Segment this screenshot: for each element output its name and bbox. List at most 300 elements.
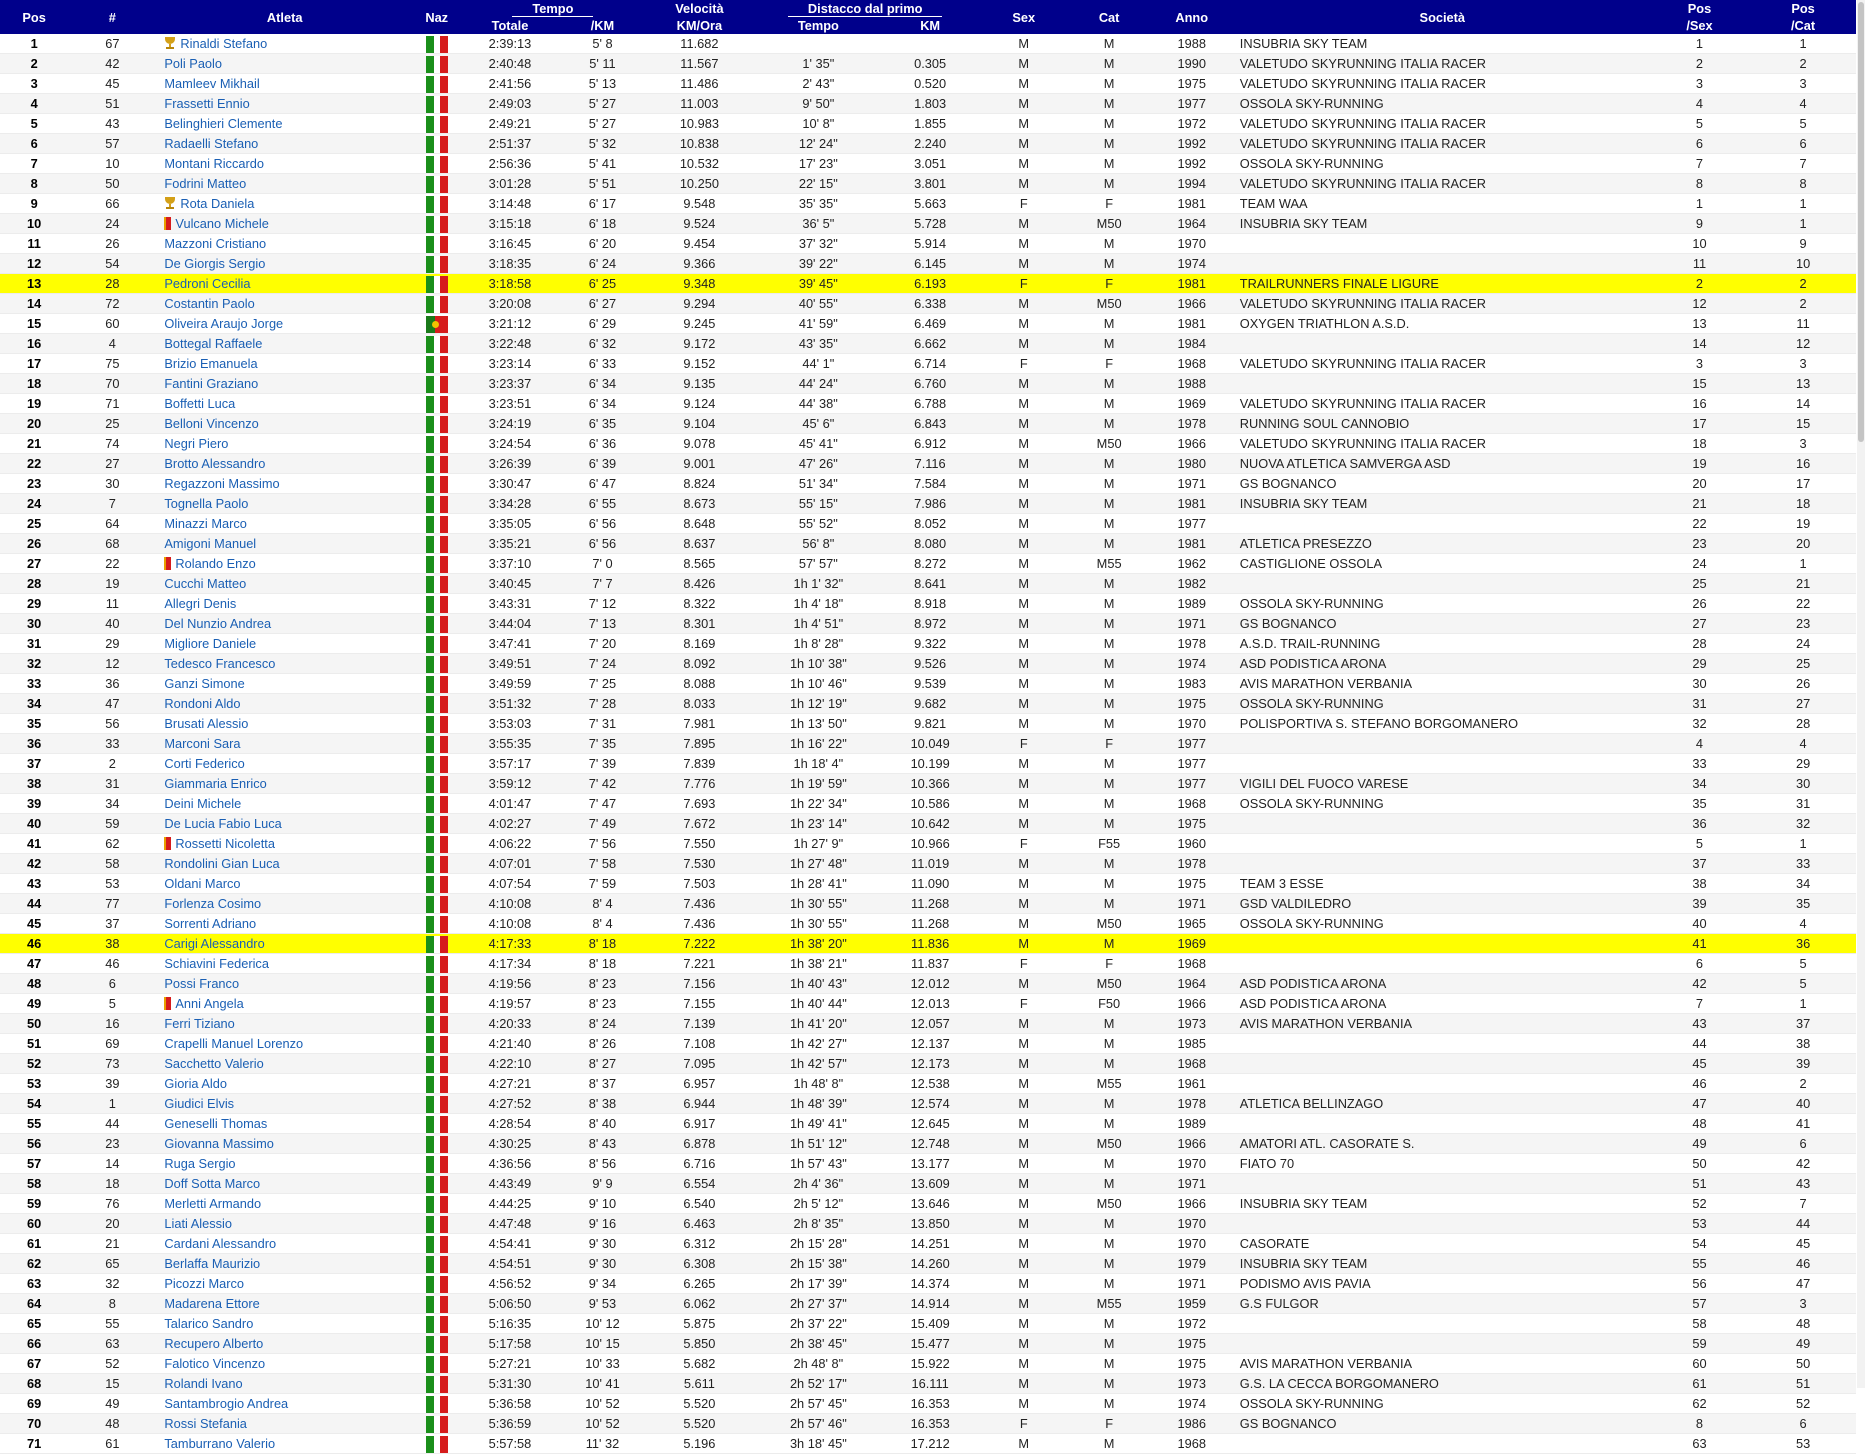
athlete-name-link[interactable]: Frassetti Ennio	[164, 95, 250, 111]
cell-athlete[interactable]	[156, 1034, 413, 1054]
athlete-name-link[interactable]: Giovanna Massimo	[164, 1135, 274, 1151]
table-row[interactable]	[0, 1034, 1856, 1054]
athlete-name-link[interactable]: Crapelli Manuel Lorenzo	[164, 1035, 304, 1051]
cell-sex: M	[977, 234, 1071, 254]
athlete-name-link[interactable]: Santambrogio Andrea	[164, 1395, 289, 1411]
cell-athlete[interactable]	[156, 314, 413, 334]
table-row[interactable]	[0, 614, 1856, 634]
table-row[interactable]	[0, 654, 1856, 674]
cell-athlete[interactable]	[156, 954, 413, 974]
cell-bib: 27	[68, 454, 156, 474]
cell-pos: 42	[0, 854, 68, 874]
table-row[interactable]	[0, 514, 1856, 534]
table-row[interactable]	[0, 174, 1856, 194]
table-row[interactable]	[0, 494, 1856, 514]
athlete-name-link[interactable]: Corti Federico	[164, 755, 245, 771]
athlete-name-link[interactable]: Rondolini Gian Luca	[164, 855, 280, 871]
col-speed-header[interactable]: Velocità	[645, 0, 753, 17]
athlete-name-link[interactable]: Allegri Denis	[164, 595, 237, 611]
cell-athlete[interactable]	[156, 114, 413, 134]
table-row[interactable]	[0, 1214, 1856, 1234]
athlete-name-link[interactable]: Bottegal Raffaele	[164, 335, 263, 351]
athlete-name-link[interactable]: Oliveira Araujo Jorge	[164, 315, 284, 331]
table-row[interactable]	[0, 254, 1856, 274]
col-year-header[interactable]: Anno	[1148, 0, 1236, 34]
cell-athlete[interactable]	[156, 54, 413, 74]
table-row[interactable]	[0, 34, 1856, 54]
cell-athlete[interactable]	[156, 594, 413, 614]
table-row[interactable]	[0, 634, 1856, 654]
col-naz-header[interactable]: Naz	[413, 0, 460, 34]
table-row[interactable]	[0, 134, 1856, 154]
cell-gap-km: 6.338	[883, 294, 977, 314]
athlete-name-link[interactable]: Tamburrano Valerio	[164, 1435, 276, 1451]
athlete-name-link[interactable]: Merletti Armando	[164, 1195, 262, 1211]
cell-nationality	[413, 34, 460, 54]
athlete-name-link[interactable]: Giammaria Enrico	[164, 775, 267, 791]
cell-athlete[interactable]	[156, 1394, 413, 1414]
table-row[interactable]	[0, 934, 1856, 954]
cell-athlete[interactable]	[156, 334, 413, 354]
cell-pos-cat: 6	[1750, 1134, 1856, 1154]
cell-athlete[interactable]	[156, 1094, 413, 1114]
cell-athlete[interactable]	[156, 874, 413, 894]
cell-athlete[interactable]	[156, 814, 413, 834]
cell-athlete[interactable]	[156, 454, 413, 474]
cell-athlete[interactable]	[156, 1194, 413, 1214]
cell-pace-per-km: 8' 43	[560, 1134, 646, 1154]
table-row[interactable]	[0, 794, 1856, 814]
cell-pos: 68	[0, 1374, 68, 1394]
col-gap-time-header[interactable]: Tempo	[753, 17, 883, 34]
table-row[interactable]	[0, 1274, 1856, 1294]
athlete-name-link[interactable]: Picozzi Marco	[164, 1275, 245, 1291]
cell-bib: 59	[68, 814, 156, 834]
table-row[interactable]	[0, 414, 1856, 434]
table-row[interactable]	[0, 1194, 1856, 1214]
table-row[interactable]	[0, 714, 1856, 734]
athlete-name-link[interactable]: Regazzoni Massimo	[164, 475, 280, 491]
table-row[interactable]	[0, 1254, 1856, 1274]
cell-athlete[interactable]	[156, 1234, 413, 1254]
cell-athlete[interactable]	[156, 154, 413, 174]
athlete-name-link[interactable]: Oldani Marco	[164, 875, 241, 891]
cell-athlete[interactable]	[156, 974, 413, 994]
table-row[interactable]	[0, 314, 1856, 334]
cell-athlete[interactable]	[156, 1174, 413, 1194]
athlete-name-link[interactable]: Tognella Paolo	[164, 495, 249, 511]
athlete-name-link[interactable]: Madarena Ettore	[164, 1295, 260, 1311]
table-row[interactable]	[0, 1174, 1856, 1194]
table-row[interactable]	[0, 454, 1856, 474]
col-pos-cat-header-1[interactable]: Pos	[1750, 0, 1856, 17]
table-row[interactable]	[0, 854, 1856, 874]
athlete-name-link[interactable]: Gioria Aldo	[164, 1075, 227, 1091]
athlete-name-link[interactable]: Brizio Emanuela	[164, 355, 258, 371]
cell-athlete[interactable]	[156, 1294, 413, 1314]
athlete-name-link[interactable]: Migliore Daniele	[164, 635, 257, 651]
cell-athlete[interactable]	[156, 654, 413, 674]
col-num-header[interactable]: #	[68, 0, 156, 34]
cell-athlete[interactable]	[156, 754, 413, 774]
cell-athlete[interactable]	[156, 194, 413, 214]
athlete-name-link[interactable]: Belloni Vincenzo	[164, 415, 259, 431]
table-row[interactable]	[0, 274, 1856, 294]
cell-athlete[interactable]	[156, 214, 413, 234]
cell-pos-sex: 11	[1649, 254, 1750, 274]
cell-nationality	[413, 114, 460, 134]
table-row[interactable]	[0, 694, 1856, 714]
table-row[interactable]	[0, 534, 1856, 554]
cell-athlete[interactable]	[156, 934, 413, 954]
cell-athlete[interactable]	[156, 994, 413, 1014]
cell-gap-time: 1h 16' 22"	[753, 734, 883, 754]
cell-athlete[interactable]	[156, 774, 413, 794]
cell-athlete[interactable]	[156, 354, 413, 374]
vertical-scrollbar[interactable]	[1857, 0, 1865, 1388]
table-row[interactable]	[0, 374, 1856, 394]
cell-athlete[interactable]	[156, 574, 413, 594]
table-row[interactable]	[0, 434, 1856, 454]
cell-athlete[interactable]	[156, 494, 413, 514]
athlete-name-link[interactable]: Geneselli Thomas	[164, 1115, 268, 1131]
table-row[interactable]	[0, 194, 1856, 214]
athlete-name-link[interactable]: Ruga Sergio	[164, 1155, 236, 1171]
table-row[interactable]	[0, 1334, 1856, 1354]
cell-athlete[interactable]	[156, 674, 413, 694]
cell-bib: 21	[68, 1234, 156, 1254]
cell-nationality	[413, 974, 460, 994]
athlete-name-link[interactable]: Belinghieri Clemente	[164, 115, 283, 131]
col-athlete-header[interactable]: Atleta	[156, 0, 413, 34]
cell-pos: 29	[0, 594, 68, 614]
cell-pace-per-km: 9' 16	[560, 1214, 646, 1234]
cell-athlete[interactable]	[156, 1014, 413, 1034]
athlete-name-link[interactable]: Vulcano Michele	[175, 215, 269, 231]
cell-total-time: 4:19:56	[460, 974, 559, 994]
table-row[interactable]	[0, 1094, 1856, 1114]
cell-category: M	[1071, 1254, 1148, 1274]
athlete-name-link[interactable]: Cardani Alessandro	[164, 1235, 277, 1251]
athlete-name-link[interactable]: Carigi Alessandro	[164, 935, 265, 951]
table-row[interactable]	[0, 1414, 1856, 1434]
athlete-name-link[interactable]: Mazzoni Cristiano	[164, 235, 267, 251]
cell-athlete[interactable]	[156, 1074, 413, 1094]
table-row[interactable]	[0, 894, 1856, 914]
cell-athlete[interactable]	[156, 714, 413, 734]
cell-athlete[interactable]	[156, 554, 413, 574]
table-row[interactable]	[0, 154, 1856, 174]
table-row[interactable]	[0, 1154, 1856, 1174]
table-row[interactable]	[0, 334, 1856, 354]
cell-pos-sex: 54	[1649, 1234, 1750, 1254]
table-row[interactable]	[0, 294, 1856, 314]
athlete-name-link[interactable]: Mamleev Mikhail	[164, 75, 260, 91]
cell-year: 1966	[1148, 994, 1236, 1014]
cell-athlete[interactable]	[156, 1314, 413, 1334]
cell-athlete[interactable]	[156, 294, 413, 314]
cell-bib: 68	[68, 534, 156, 554]
athlete-name-link[interactable]: Ganzi Simone	[164, 675, 245, 691]
col-gap-km-header[interactable]: KM	[883, 17, 977, 34]
col-pos-sex-header-1[interactable]: Pos	[1649, 0, 1750, 17]
cell-athlete[interactable]	[156, 534, 413, 554]
table-row[interactable]	[0, 1234, 1856, 1254]
athlete-name-link[interactable]: Deini Michele	[164, 795, 242, 811]
cell-athlete[interactable]	[156, 1214, 413, 1234]
col-tempo-group-header	[460, 0, 645, 17]
table-row[interactable]	[0, 1354, 1856, 1374]
table-row[interactable]	[0, 214, 1856, 234]
cell-athlete[interactable]	[156, 34, 413, 54]
table-row[interactable]	[0, 1114, 1856, 1134]
athlete-name-link[interactable]: Marconi Sara	[164, 735, 241, 751]
table-row[interactable]	[0, 114, 1856, 134]
cell-athlete[interactable]	[156, 1434, 413, 1454]
cell-bib: 16	[68, 1014, 156, 1034]
athlete-name-link[interactable]: Del Nunzio Andrea	[164, 615, 272, 631]
cell-athlete[interactable]	[156, 794, 413, 814]
cell-pace-per-km: 5' 8	[560, 34, 646, 54]
cell-club: INSUBRIA SKY TEAM	[1236, 1254, 1649, 1274]
table-row[interactable]	[0, 874, 1856, 894]
table-row[interactable]	[0, 954, 1856, 974]
table-row[interactable]	[0, 914, 1856, 934]
athlete-name-link[interactable]: Giudici Elvis	[164, 1095, 235, 1111]
cell-athlete[interactable]	[156, 854, 413, 874]
italy-flag-icon	[426, 1236, 448, 1253]
cell-athlete[interactable]	[156, 914, 413, 934]
cell-sex: M	[977, 894, 1071, 914]
cell-athlete[interactable]	[156, 254, 413, 274]
cell-sex: M	[977, 694, 1071, 714]
athlete-name-link[interactable]: Brotto Alessandro	[164, 455, 266, 471]
italy-flag-icon	[426, 696, 448, 713]
table-row[interactable]	[0, 994, 1856, 1014]
cell-pos-sex: 47	[1649, 1094, 1750, 1114]
cell-category: M	[1071, 614, 1148, 634]
athlete-name-link[interactable]: Minazzi Marco	[164, 515, 247, 531]
cell-total-time: 3:14:48	[460, 194, 559, 214]
athlete-name-link[interactable]: Poli Paolo	[164, 55, 223, 71]
table-row[interactable]	[0, 754, 1856, 774]
table-row[interactable]	[0, 1394, 1856, 1414]
athlete-name-link[interactable]: Rondoni Aldo	[164, 695, 241, 711]
cell-club: ATLETICA PRESEZZO	[1236, 534, 1649, 554]
athlete-name-link[interactable]: Anni Angela	[175, 995, 244, 1011]
cell-category: M50	[1071, 914, 1148, 934]
cell-total-time: 4:47:48	[460, 1214, 559, 1234]
athlete-name-link[interactable]: Recupero Alberto	[164, 1335, 264, 1351]
cell-athlete[interactable]	[156, 1354, 413, 1374]
athlete-name-link[interactable]: Schiavini Federica	[164, 955, 269, 971]
athlete-name-link[interactable]: Fodrini Matteo	[164, 175, 247, 191]
table-row[interactable]	[0, 1294, 1856, 1314]
athlete-name-link[interactable]: Pedroni Cecilia	[164, 275, 251, 291]
cell-athlete[interactable]	[156, 694, 413, 714]
athlete-name-link[interactable]: Falotico Vincenzo	[164, 1355, 266, 1371]
cell-athlete[interactable]	[156, 734, 413, 754]
cell-gap-km: 12.013	[883, 994, 977, 1014]
col-club-header[interactable]: Società	[1236, 0, 1649, 34]
cell-athlete[interactable]	[156, 1374, 413, 1394]
table-row[interactable]	[0, 54, 1856, 74]
athlete-name-link[interactable]: Montani Riccardo	[164, 155, 264, 171]
cell-athlete[interactable]	[156, 514, 413, 534]
cell-year: 1981	[1148, 534, 1236, 554]
athlete-name-link[interactable]: Rossetti Nicoletta	[175, 835, 275, 851]
cell-athlete[interactable]	[156, 374, 413, 394]
cell-athlete[interactable]	[156, 434, 413, 454]
col-sex-header[interactable]: Sex	[977, 0, 1071, 34]
cell-gap-km: 13.609	[883, 1174, 977, 1194]
athlete-name-link[interactable]: Liati Alessio	[164, 1215, 232, 1231]
cell-athlete[interactable]	[156, 174, 413, 194]
athlete-name-link[interactable]: Possi Franco	[164, 975, 240, 991]
cell-bib: 43	[68, 114, 156, 134]
cell-athlete[interactable]	[156, 414, 413, 434]
athlete-name-link[interactable]: Fantini Graziano	[164, 375, 259, 391]
cell-gap-km: 11.090	[883, 874, 977, 894]
cell-total-time: 3:24:19	[460, 414, 559, 434]
athlete-name-link[interactable]: Doff Sotta Marco	[164, 1175, 261, 1191]
athlete-name-link[interactable]: Negri Piero	[164, 435, 229, 451]
cell-bib: 31	[68, 774, 156, 794]
table-row[interactable]	[0, 774, 1856, 794]
cell-category: M	[1071, 314, 1148, 334]
athlete-name-link[interactable]: Tedesco Francesco	[164, 655, 276, 671]
athlete-name-link[interactable]: Rolandi Ivano	[164, 1375, 243, 1391]
athlete-name-link[interactable]: Sorrenti Adriano	[164, 915, 257, 931]
cell-nationality	[413, 294, 460, 314]
cell-sex: M	[977, 1254, 1071, 1274]
cell-pos-sex: 4	[1649, 734, 1750, 754]
athlete-name-link[interactable]: Rota Daniela	[180, 195, 255, 211]
cell-athlete[interactable]	[156, 894, 413, 914]
table-row[interactable]	[0, 94, 1856, 114]
cell-athlete[interactable]	[156, 834, 413, 854]
cell-athlete[interactable]	[156, 474, 413, 494]
cell-pos: 16	[0, 334, 68, 354]
table-row[interactable]	[0, 734, 1856, 754]
athlete-name-link[interactable]: De Giorgis Sergio	[164, 255, 266, 271]
cell-sex: M	[977, 74, 1071, 94]
athlete-name-link[interactable]: Forlenza Cosimo	[164, 895, 262, 911]
athlete-name-link[interactable]: Rolando Enzo	[175, 555, 256, 571]
cell-bib: 40	[68, 614, 156, 634]
table-row[interactable]	[0, 674, 1856, 694]
athlete-name-link[interactable]: Sacchetto Valerio	[164, 1055, 264, 1071]
table-row[interactable]	[0, 1134, 1856, 1154]
cell-athlete[interactable]	[156, 614, 413, 634]
table-row[interactable]	[0, 354, 1856, 374]
athlete-name-link[interactable]: Berlaffa Maurizio	[164, 1255, 261, 1271]
cell-athlete[interactable]	[156, 274, 413, 294]
cell-pos-cat: 6	[1750, 134, 1856, 154]
cell-athlete[interactable]	[156, 1414, 413, 1434]
cell-athlete[interactable]	[156, 1334, 413, 1354]
table-row[interactable]	[0, 1074, 1856, 1094]
table-row[interactable]	[0, 1374, 1856, 1394]
cell-athlete[interactable]	[156, 1274, 413, 1294]
table-row[interactable]	[0, 394, 1856, 414]
cell-gap-time: 56' 8"	[753, 534, 883, 554]
cell-gap-time: 2h 4' 36"	[753, 1174, 883, 1194]
scrollbar-thumb[interactable]	[1858, 2, 1864, 442]
cell-athlete[interactable]	[156, 234, 413, 254]
table-row[interactable]	[0, 74, 1856, 94]
athlete-name-link[interactable]: De Lucia Fabio Luca	[164, 815, 282, 831]
table-row[interactable]	[0, 1014, 1856, 1034]
athlete-name-link[interactable]: Amigoni Manuel	[164, 535, 257, 551]
cell-athlete[interactable]	[156, 134, 413, 154]
cell-bib: 24	[68, 214, 156, 234]
table-row[interactable]	[0, 574, 1856, 594]
table-row[interactable]	[0, 554, 1856, 574]
table-row[interactable]	[0, 1054, 1856, 1074]
athlete-name-link[interactable]: Ferri Tiziano	[164, 1015, 235, 1031]
cell-athlete[interactable]	[156, 1054, 413, 1074]
cell-year: 1989	[1148, 594, 1236, 614]
cell-gap-km: 3.051	[883, 154, 977, 174]
table-row[interactable]	[0, 814, 1856, 834]
athlete-name-link[interactable]: Boffetti Luca	[164, 395, 236, 411]
col-pos-header[interactable]: Pos	[0, 0, 68, 34]
athlete-name-link[interactable]: Rossi Stefania	[164, 1415, 247, 1431]
table-row[interactable]	[0, 1314, 1856, 1334]
table-row[interactable]	[0, 594, 1856, 614]
cell-pace-per-km: 8' 56	[560, 1154, 646, 1174]
athlete-name-link[interactable]: Cucchi Matteo	[164, 575, 247, 591]
col-per-km-header[interactable]: /KM	[560, 17, 646, 34]
cell-athlete[interactable]	[156, 1154, 413, 1174]
table-row[interactable]	[0, 234, 1856, 254]
table-row[interactable]	[0, 974, 1856, 994]
cell-speed: 6.312	[645, 1234, 753, 1254]
cell-athlete[interactable]	[156, 634, 413, 654]
cell-pos: 14	[0, 294, 68, 314]
table-row[interactable]	[0, 834, 1856, 854]
athlete-name-link[interactable]: Talarico Sandro	[164, 1315, 254, 1331]
cell-athlete[interactable]	[156, 1134, 413, 1154]
athlete-name-link[interactable]: Rinaldi Stefano	[180, 35, 268, 51]
cell-athlete[interactable]	[156, 74, 413, 94]
cell-bib: 61	[68, 1434, 156, 1454]
table-row[interactable]	[0, 1434, 1856, 1454]
cell-athlete[interactable]	[156, 394, 413, 414]
table-row[interactable]	[0, 474, 1856, 494]
cell-athlete[interactable]	[156, 1254, 413, 1274]
athlete-name-link[interactable]: Costantin Paolo	[164, 295, 255, 311]
cell-sex: M	[977, 934, 1071, 954]
cell-category: M	[1071, 1274, 1148, 1294]
athlete-name-link[interactable]: Brusati Alessio	[164, 715, 249, 731]
cell-club: VIGILI DEL FUOCO VARESE	[1236, 774, 1649, 794]
col-total-header[interactable]: Totale	[460, 17, 559, 34]
cell-athlete[interactable]	[156, 94, 413, 114]
cell-category: M	[1071, 634, 1148, 654]
cell-pos-cat: 33	[1750, 854, 1856, 874]
cell-total-time: 3:23:37	[460, 374, 559, 394]
col-cat-header[interactable]: Cat	[1071, 0, 1148, 34]
cell-athlete[interactable]	[156, 1114, 413, 1134]
cell-pos-sex: 30	[1649, 674, 1750, 694]
athlete-name-link[interactable]: Radaelli Stefano	[164, 135, 259, 151]
cell-pos: 44	[0, 894, 68, 914]
cell-year: 1974	[1148, 654, 1236, 674]
cell-pos: 47	[0, 954, 68, 974]
cell-pos: 6	[0, 134, 68, 154]
